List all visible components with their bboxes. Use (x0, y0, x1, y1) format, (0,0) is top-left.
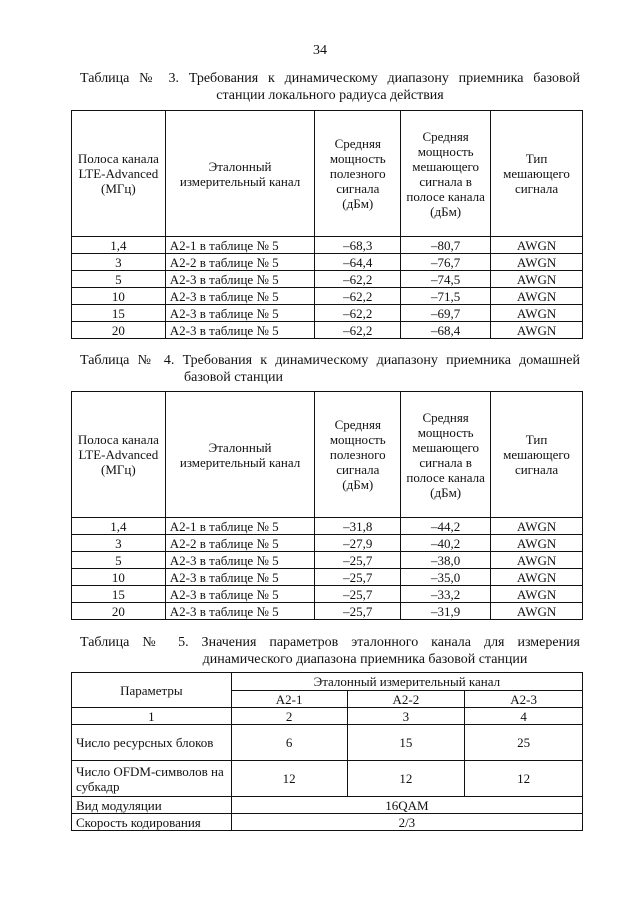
table5-channel-a2-3: А2-3 (465, 691, 583, 708)
cell-band: 20 (72, 603, 166, 620)
cell-wanted-power: –62,2 (315, 322, 401, 339)
cell-band: 5 (72, 552, 166, 569)
cell-interferer-power: –35,0 (401, 569, 491, 586)
cell-interferer-power: –74,5 (401, 271, 491, 288)
table-row (72, 552, 583, 569)
cell-interferer-power: –68,4 (401, 322, 491, 339)
cell-type: AWGN (491, 569, 583, 586)
cell-type: AWGN (491, 254, 583, 271)
table-row (72, 271, 583, 288)
cell-interferer-power: –69,7 (401, 305, 491, 322)
table3-header-channel: Эталонный измерительный канал (165, 111, 315, 237)
table-row (72, 725, 583, 761)
cell-band: 5 (72, 271, 166, 288)
table-row (72, 586, 583, 603)
table-row (72, 761, 583, 797)
cell-wanted-power: –31,8 (315, 518, 401, 535)
column-number: 3 (347, 708, 465, 725)
table-row (72, 237, 583, 254)
cell-type: AWGN (491, 518, 583, 535)
cell-band: 1,4 (72, 237, 166, 254)
cell-interferer-power: –31,9 (401, 603, 491, 620)
cell-channel: А2-3 в таблице № 5 (165, 552, 315, 569)
table3 (71, 110, 583, 339)
cell-interferer-power: –44,2 (401, 518, 491, 535)
cell-interferer-power: –76,7 (401, 254, 491, 271)
table-row (72, 603, 583, 620)
table-row (72, 797, 583, 814)
cell-band: 20 (72, 322, 166, 339)
cell-interferer-power: –40,2 (401, 535, 491, 552)
table-row (72, 569, 583, 586)
table4 (71, 391, 583, 620)
table5-param-header: Параметры (72, 673, 232, 708)
table5-channel-a2-1: А2-1 (231, 691, 347, 708)
row-label-ofdm-symbols: Число OFDM-символов на субкадр (72, 761, 232, 797)
cell-type: AWGN (491, 271, 583, 288)
cell-interferer-power: –80,7 (401, 237, 491, 254)
column-number: 2 (231, 708, 347, 725)
cell-coding-rate-value: 2/3 (231, 814, 582, 831)
cell-type: AWGN (491, 305, 583, 322)
table5-caption-line1: Таблица № 5. Значения параметров эталонного канала для измерения (80, 635, 580, 650)
table3-caption-line2: станции локального радиуса действия (216, 88, 444, 103)
cell-band: 10 (72, 288, 166, 305)
row-label-coding-rate: Скорость кодирования (72, 814, 232, 831)
cell-type: AWGN (491, 535, 583, 552)
table-row (72, 288, 583, 305)
cell-wanted-power: –68,3 (315, 237, 401, 254)
cell-channel: А2-3 в таблице № 5 (165, 305, 315, 322)
cell-value: 12 (347, 761, 465, 797)
cell-channel: А2-3 в таблице № 5 (165, 322, 315, 339)
cell-interferer-power: –33,2 (401, 586, 491, 603)
table3-header-wanted-power: Средняя мощность полезного сигнала (дБм) (315, 111, 401, 237)
table4-caption-line2: базовой станции (184, 370, 283, 385)
cell-modulation-value: 16QAM (231, 797, 582, 814)
table-row (72, 322, 583, 339)
cell-channel: А2-2 в таблице № 5 (165, 254, 315, 271)
cell-wanted-power: –62,2 (315, 271, 401, 288)
table-row (72, 535, 583, 552)
table3-caption (80, 70, 580, 104)
table4-header-channel: Эталонный измерительный канал (165, 392, 315, 518)
cell-wanted-power: –27,9 (315, 535, 401, 552)
table3-caption-line1: Таблица № 3. Требования к динамическому диапазону приемника базовой (80, 71, 580, 86)
cell-channel: А2-3 в таблице № 5 (165, 603, 315, 620)
cell-wanted-power: –25,7 (315, 552, 401, 569)
table4-caption-line1: Таблица № 4. Требования к динамическому диапазону приемника домашней (80, 353, 580, 368)
table5-group-header: Эталонный измерительный канал (231, 673, 582, 691)
cell-band: 3 (72, 535, 166, 552)
cell-wanted-power: –64,4 (315, 254, 401, 271)
cell-type: AWGN (491, 603, 583, 620)
table5-caption-line2: динамического диапазона приемника базовой станции (202, 652, 528, 667)
cell-type: AWGN (491, 552, 583, 569)
table5-channel-a2-2: А2-2 (347, 691, 465, 708)
cell-channel: А2-3 в таблице № 5 (165, 569, 315, 586)
cell-band: 1,4 (72, 518, 166, 535)
cell-value: 6 (231, 725, 347, 761)
cell-band: 10 (72, 569, 166, 586)
cell-value: 12 (465, 761, 583, 797)
table3-header-interferer-type: Тип мешающего сигнала (491, 111, 583, 237)
cell-channel: А2-3 в таблице № 5 (165, 586, 315, 603)
cell-type: AWGN (491, 237, 583, 254)
cell-channel: А2-1 в таблице № 5 (165, 518, 315, 535)
cell-channel: А2-3 в таблице № 5 (165, 271, 315, 288)
cell-type: AWGN (491, 322, 583, 339)
table-row (72, 254, 583, 271)
table5-caption (80, 634, 580, 668)
table4-header-wanted-power: Средняя мощность полезного сигнала (дБм) (315, 392, 401, 518)
table3-header-interferer-power: Средняя мощность мешающего сигнала в полосе канала (дБм) (401, 111, 491, 237)
table-row (72, 518, 583, 535)
cell-channel: А2-1 в таблице № 5 (165, 237, 315, 254)
cell-wanted-power: –25,7 (315, 569, 401, 586)
cell-value: 15 (347, 725, 465, 761)
table5 (71, 672, 583, 831)
table4-header-band: Полоса канала LTE-Advanced (МГц) (72, 392, 166, 518)
cell-channel: А2-3 в таблице № 5 (165, 288, 315, 305)
row-label-modulation: Вид модуляции (72, 797, 232, 814)
table4-header-interferer-type: Тип мешающего сигнала (491, 392, 583, 518)
table-row (72, 305, 583, 322)
cell-channel: А2-2 в таблице № 5 (165, 535, 315, 552)
table-row (72, 814, 583, 831)
table3-header-band: Полоса канала LTE-Advanced (МГц) (72, 111, 166, 237)
column-number: 4 (465, 708, 583, 725)
table4-caption (80, 352, 580, 386)
cell-band: 3 (72, 254, 166, 271)
cell-band: 15 (72, 305, 166, 322)
cell-interferer-power: –38,0 (401, 552, 491, 569)
column-number: 1 (72, 708, 232, 725)
cell-interferer-power: –71,5 (401, 288, 491, 305)
cell-wanted-power: –62,2 (315, 305, 401, 322)
cell-value: 25 (465, 725, 583, 761)
table-row (72, 708, 583, 725)
cell-band: 15 (72, 586, 166, 603)
cell-wanted-power: –25,7 (315, 603, 401, 620)
cell-type: AWGN (491, 586, 583, 603)
cell-value: 12 (231, 761, 347, 797)
cell-wanted-power: –62,2 (315, 288, 401, 305)
row-label-resource-blocks: Число ресурсных блоков (72, 725, 232, 761)
cell-type: AWGN (491, 288, 583, 305)
page-number: 34 (313, 43, 327, 58)
cell-wanted-power: –25,7 (315, 586, 401, 603)
table4-header-interferer-power: Средняя мощность мешающего сигнала в полосе канала (дБм) (401, 392, 491, 518)
